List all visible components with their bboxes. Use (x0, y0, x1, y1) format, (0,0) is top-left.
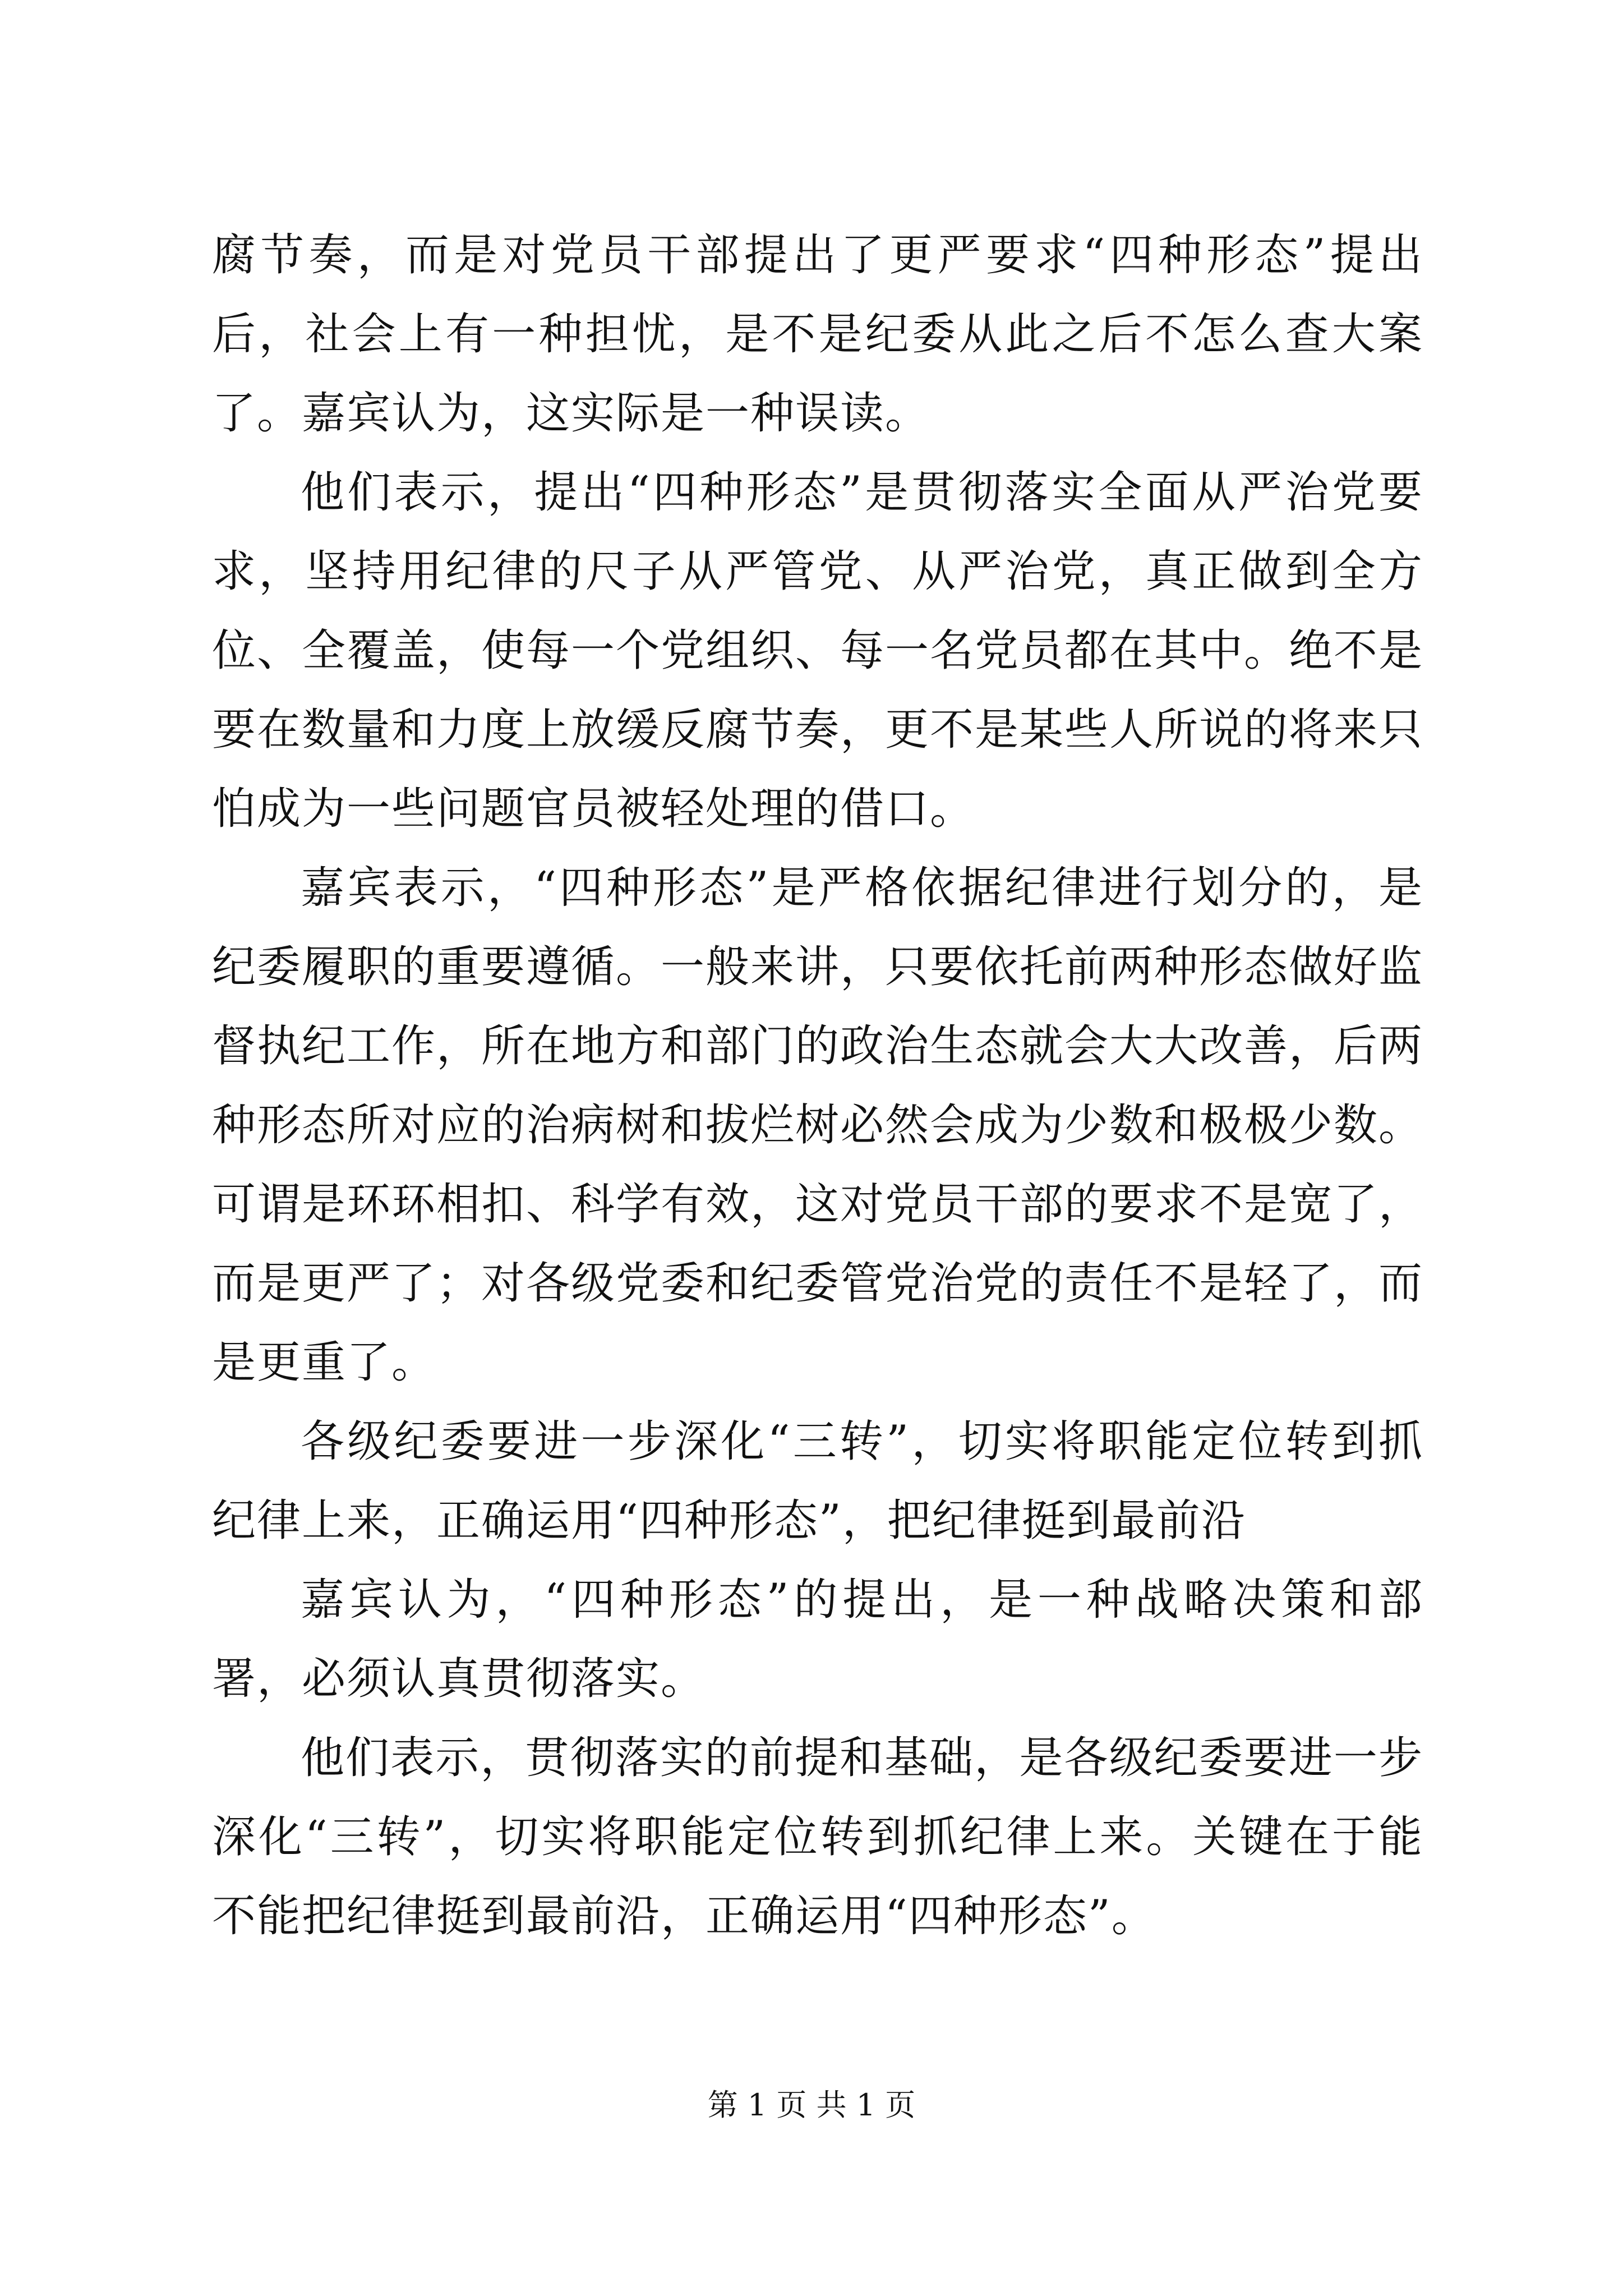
paragraph-5: 嘉宾认为，“四种形态”的提出，是一种战略决策和部署，必须认真贯彻落实。 (212, 1575, 1423, 1704)
paragraph-3: 嘉宾表示，“四种形态”是严格依据纪律进行划分的，是纪委履职的重要遵循。一般来讲，只要依托前两种形态做好监督执纪工作，所在地方和部门的政治生态就会大大改善，后两种形态所对应的治病树和拔烂树必然会成为少数和极极少数。可谓是环环相扣、科学有效，这对党员干部的要求不是宽了，而是更严了；对各级党委和纪委管党治党的责任不是轻了，而是更重了。 (212, 863, 1424, 1388)
paragraph-4: 各级纪委要进一步深化“三转”，切实将职能定位转到抓纪律上来，正确运用“四种形态”，把纪律挺到最前沿 (212, 1416, 1423, 1546)
paragraph-1: 腐节奏，而是对党员干部提出了更严要求“四种形态”提出后，社会上有一种担忧，是不是纪委从此之后不怎么查大案了。嘉宾认为，这实际是一种误读。 (212, 230, 1423, 439)
paragraph-2: 他们表示，提出“四种形态”是贯彻落实全面从严治党要求，坚持用纪律的尺子从严管党、从严治党，真正做到全方位、全覆盖，使每一个党组织、每一名党员都在其中。绝不是要在数量和力度上放缓反腐节奏，更不是某些人所说的将来只怕成为一些问题官员被轻处理的借口。 (212, 467, 1424, 834)
page-number-label: 第 1 页 共 1 页 (707, 2087, 916, 2123)
page-footer (0, 2086, 1623, 2125)
paragraph-6: 他们表示，贯彻落实的前提和基础，是各级纪委要进一步深化“三转”，切实将职能定位转到抓纪律上来。关键在于能不能把纪律挺到最前沿，正确运用“四种形态”。 (212, 1733, 1423, 1941)
document-body (212, 216, 1423, 1956)
